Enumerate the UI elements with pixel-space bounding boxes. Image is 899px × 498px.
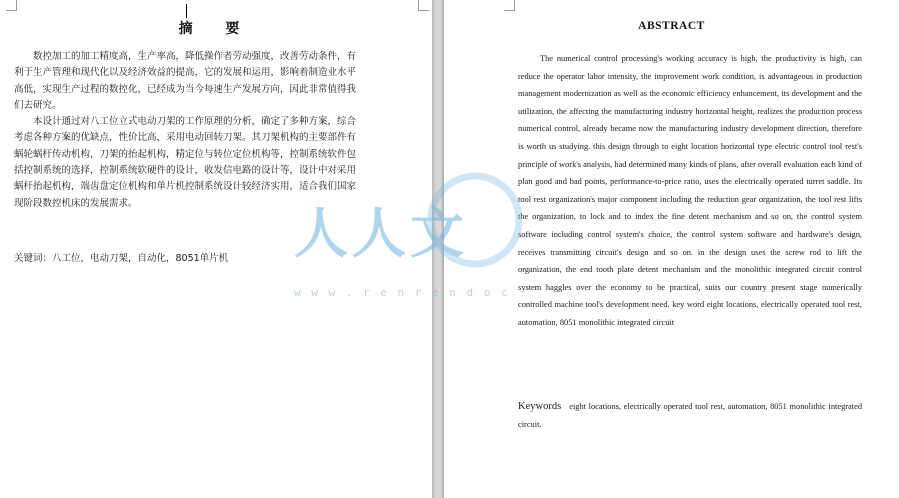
page-corner-mark (6, 0, 17, 11)
right-page (444, 0, 899, 498)
watermark-logo-text: 人人文 (294, 202, 468, 265)
keywords-text: eight locations, electrically operated tool rest, automation, 8051 monolithic integrated circuit. (518, 402, 863, 429)
chinese-paragraph-2: 本设计通过对八工位立式电动刀架的工作原理的分析，确定了多种方案，综合考虑各种方案的优缺点，性价比高，采用电动回转刀架。其刀架机构的主要部件有蜗轮蜗杆传动机构，刀架的抬起机构，精定位与转位定位机构等，控制系统软件包括控制系统的选择，控制系统软硬件的设计，收发信电路的设计等，设计中对采用蜗杆抬起机构，端齿盘定位机构和单片机控制系统设计较经济实用，适合我们国家现阶段数控机床的发展需求。 (14, 116, 357, 209)
english-abstract-title: ABSTRACT (638, 20, 705, 32)
page-gutter (432, 0, 444, 498)
watermark-url-text: w w w . r e n r e n d o c (294, 286, 510, 299)
keywords-label: Keywords (518, 401, 562, 412)
english-paragraph: The numerical control processing's working accuracy is high, the productivity is high, can reduce the operator labor intensity, the improvement work condition, is advantageous in production management modernization as well as the economic efficiency enhancement, its development and the utilization, the affecting the manufacturing industry horizontal height, realizes the production process numerical control, already became now the manufacturing industry development direction, therefore is worth us studying. this design through to eight location horizontal type electric control tool rest's principle of work's analysis, had determined many kinds of plans, after overall evaluation each kind of plan good and bad points, performance-to-price ratio, uses the electrically operated turret saddle. Its tool rest organization's major component including the reduction gear organization, the tool rest lifts the organization, to lock and to index the fine detent mechanism and so on, the control system software including control system's choice, the control system software and hardware's design, receives transmitting circuit's design and so on. in the design uses the screw rod to lift the organization, the end tooth plate detent mechanism and the monolithic integrated circuit control system haggles over the economy to be practical, suits our country present stage numerically controlled machine tool's development need. key word eight locations, electrically operated tool rest, automation, 8051 monolithic integrated circuit (518, 54, 862, 327)
left-page (0, 0, 432, 498)
page-corner-mark (504, 0, 515, 11)
chinese-keywords: 关键词：八工位，电动刀架，自动化，8051单片机 (14, 253, 229, 264)
chinese-abstract-title: 摘 要 (178, 21, 254, 37)
chinese-paragraph-1: 数控加工的加工精度高，生产率高，降低操作者劳动强度，改善劳动条件，有利于生产管理和现代化以及经济效益的提高，它的发展和运用，影响着制造业水平高低，实现生产过程的数控化，已经成为当今每速生产发展方向，因此非常值得我们去研究。 (14, 51, 357, 111)
chinese-abstract-body (14, 49, 356, 212)
text-cursor (186, 4, 187, 18)
page-corner-mark (418, 0, 429, 11)
english-keywords (518, 398, 862, 433)
english-abstract-body (518, 50, 862, 332)
